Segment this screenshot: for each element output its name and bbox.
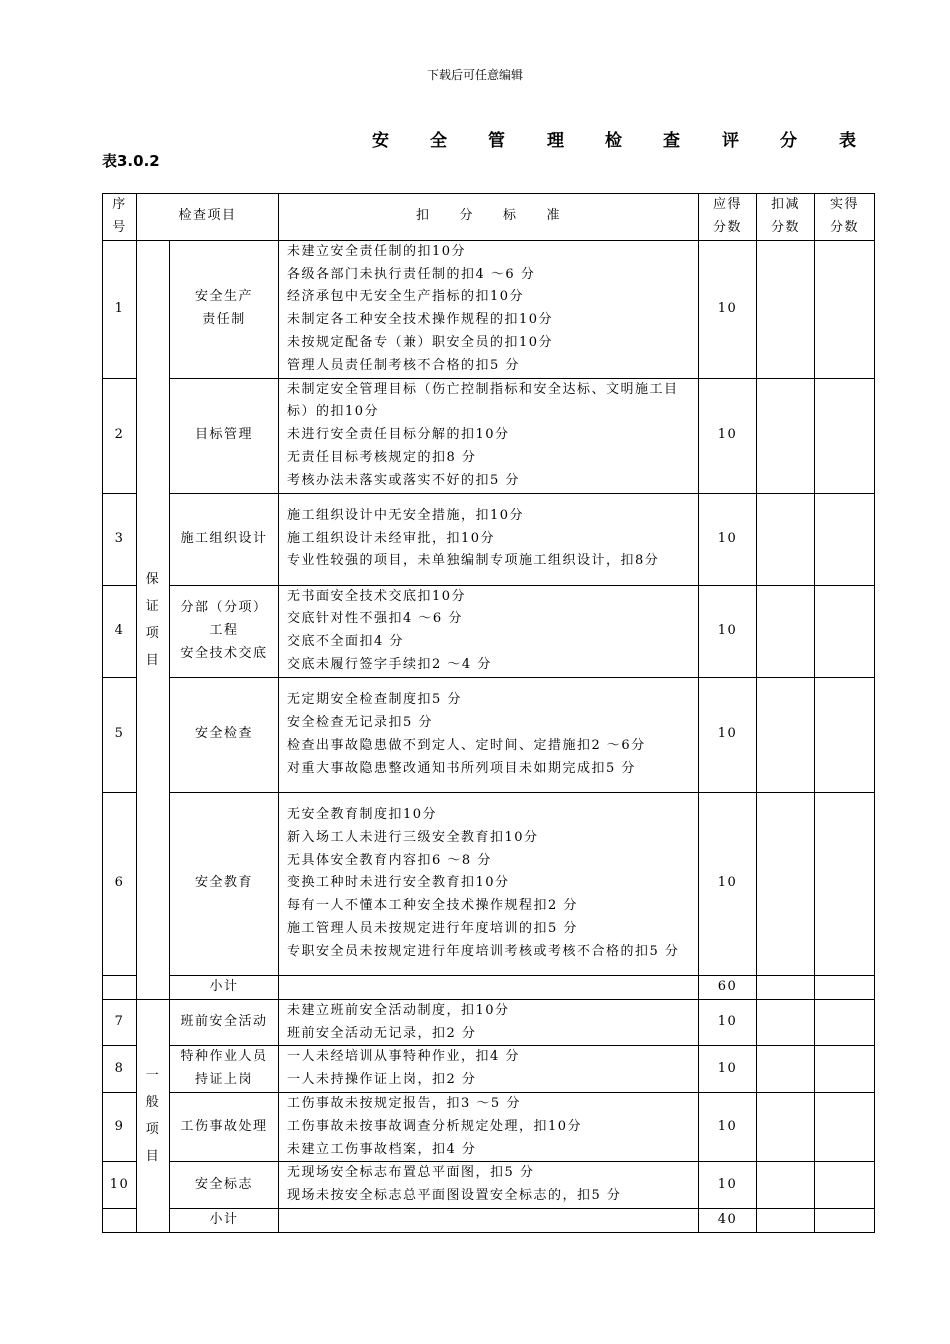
subtotal-row — [103, 1208, 875, 1232]
due-score: 10 — [699, 378, 757, 493]
row-number — [103, 1208, 137, 1232]
table-row — [103, 1092, 875, 1161]
table-row — [103, 1162, 875, 1209]
table-row — [103, 792, 875, 975]
criteria-cell: 未建立安全责任制的扣10分 各级各部门未执行责任制的扣4 ～6 分 经济承包中无安全生产指标的扣10分 未制定各工种安全技术操作规程的扣10分 未按规定配备专（兼）职安全员的扣10分 管理人员责任制考核不合格的扣5 分 — [279, 240, 699, 378]
actual-score — [815, 378, 875, 493]
criteria-cell: 无书面安全技术交底扣10分 交底针对性不强扣4 ～6 分 交底不全面扣4 分 交底未履行签字手续扣2 ～4 分 — [279, 585, 699, 677]
table-row — [103, 493, 875, 585]
title-char: 检 — [605, 131, 622, 151]
title-char: 安 — [372, 131, 389, 151]
deduct-score — [757, 999, 815, 1046]
actual-score — [815, 1162, 875, 1209]
actual-score — [815, 240, 875, 378]
criteria-cell: 未建立班前安全活动制度，扣10分 班前安全活动无记录，扣2 分 — [279, 999, 699, 1046]
title-char: 评 — [722, 131, 739, 151]
check-item: 目标管理 — [170, 378, 279, 493]
group-general: 一 般 项 目 — [137, 999, 170, 1232]
check-item: 特种作业人员 持证上岗 — [170, 1046, 279, 1093]
deduct-score — [757, 677, 815, 792]
row-number: 2 — [103, 378, 137, 493]
due-score: 10 — [699, 585, 757, 677]
criteria-cell: 施工组织设计中无安全措施，扣10分 施工组织设计未经审批，扣10分 专业性较强的项目，未单独编制专项施工组织设计，扣8分 — [279, 493, 699, 585]
title-char: 管 — [488, 131, 505, 151]
actual-score — [815, 792, 875, 975]
table-row — [103, 999, 875, 1046]
criteria-cell — [279, 1208, 699, 1232]
header-seq: 序 号 — [103, 194, 137, 241]
actual-score — [815, 493, 875, 585]
criteria-cell: 无安全教育制度扣10分 新入场工人未进行三级安全教育扣10分 无具体安全教育内容扣6 ～8 分 变换工种时未进行安全教育扣10分 每有一人不懂本工种安全技术操作规程扣2 分 施工管理人员未按规定进行年度培训的扣5 分 专职安全员未按规定进行年度培训考核或考核不合格的扣5 分 — [279, 792, 699, 975]
header-item: 检查项目 — [137, 194, 279, 241]
actual-score — [815, 585, 875, 677]
due-score: 10 — [699, 240, 757, 378]
deduct-score — [757, 378, 815, 493]
title-char: 理 — [547, 131, 564, 151]
header-note: 下载后可任意编辑 — [426, 68, 523, 82]
table-row — [103, 585, 875, 677]
table-number: 表3.0.2 — [102, 152, 160, 170]
criteria-cell: 未制定安全管理目标（伤亡控制指标和安全达标、文明施工目标）的扣10分 未进行安全责任目标分解的扣10分 无责任目标考核规定的扣8 分 考核办法未落实或落实不好的扣5 分 — [279, 378, 699, 493]
criteria-cell: 无现场安全标志布置总平面图，扣5 分 现场未按安全标志总平面图设置安全标志的，扣5 分 — [279, 1162, 699, 1209]
check-item: 施工组织设计 — [170, 493, 279, 585]
criteria-cell — [279, 975, 699, 999]
deduct-score — [757, 240, 815, 378]
deduct-score — [757, 1092, 815, 1161]
row-number: 9 — [103, 1092, 137, 1161]
row-number: 1 — [103, 240, 137, 378]
actual-score — [815, 1046, 875, 1093]
row-number: 7 — [103, 999, 137, 1046]
due-score: 60 — [699, 975, 757, 999]
check-item: 工伤事故处理 — [170, 1092, 279, 1161]
due-score: 10 — [699, 493, 757, 585]
group-guarantee: 保 证 项 目 — [137, 240, 170, 999]
check-item: 安全标志 — [170, 1162, 279, 1209]
row-number: 10 — [103, 1162, 137, 1209]
criteria-cell: 一人未经培训从事特种作业，扣4 分 一人未持操作证上岗，扣2 分 — [279, 1046, 699, 1093]
row-number: 5 — [103, 677, 137, 792]
table-row — [103, 677, 875, 792]
safety-score-table — [102, 193, 875, 1233]
row-number — [103, 975, 137, 999]
header-due: 应得 分数 — [699, 194, 757, 241]
deduct-score — [757, 585, 815, 677]
check-item: 班前安全活动 — [170, 999, 279, 1046]
row-number: 3 — [103, 493, 137, 585]
title-char: 全 — [430, 131, 447, 151]
due-score: 40 — [699, 1208, 757, 1232]
subtotal-label: 小计 — [170, 975, 279, 999]
deduct-score — [757, 1046, 815, 1093]
check-item: 分部（分项） 工程 安全技术交底 — [170, 585, 279, 677]
deduct-score — [757, 1162, 815, 1209]
row-number: 6 — [103, 792, 137, 975]
criteria-cell: 工伤事故未按规定报告，扣3 ～5 分 工伤事故未按事故调查分析规定处理，扣10分 未建立工伤事故档案，扣4 分 — [279, 1092, 699, 1161]
actual-score — [815, 999, 875, 1046]
check-item: 安全检查 — [170, 677, 279, 792]
check-item: 安全教育 — [170, 792, 279, 975]
table-row — [103, 1046, 875, 1093]
header-criteria: 扣 分 标 准 — [279, 194, 699, 241]
due-score: 10 — [699, 792, 757, 975]
table-row — [103, 378, 875, 493]
due-score: 10 — [699, 1046, 757, 1093]
subtotal-label: 小计 — [170, 1208, 279, 1232]
due-score: 10 — [699, 999, 757, 1046]
title-char: 分 — [780, 131, 797, 151]
deduct-score — [757, 975, 815, 999]
actual-score — [815, 677, 875, 792]
due-score: 10 — [699, 1162, 757, 1209]
header-deduct: 扣减 分数 — [757, 194, 815, 241]
deduct-score — [757, 493, 815, 585]
criteria-cell: 无定期安全检查制度扣5 分 安全检查无记录扣5 分 检查出事故隐患做不到定人、定时间、定措施扣2 ～6分 对重大事故隐患整改通知书所列项目未如期完成扣5 分 — [279, 677, 699, 792]
due-score: 10 — [699, 1092, 757, 1161]
check-item: 安全生产 责任制 — [170, 240, 279, 378]
title-char: 查 — [663, 131, 680, 151]
due-score: 10 — [699, 677, 757, 792]
header-actual: 实得 分数 — [815, 194, 875, 241]
table-row — [103, 240, 875, 378]
title-char: 表 — [839, 131, 856, 151]
actual-score — [815, 1208, 875, 1232]
deduct-score — [757, 792, 815, 975]
row-number: 4 — [103, 585, 137, 677]
page-title — [372, 126, 862, 151]
deduct-score — [757, 1208, 815, 1232]
table-header-row — [103, 194, 875, 241]
row-number: 8 — [103, 1046, 137, 1093]
actual-score — [815, 1092, 875, 1161]
actual-score — [815, 975, 875, 999]
subtotal-row — [103, 975, 875, 999]
